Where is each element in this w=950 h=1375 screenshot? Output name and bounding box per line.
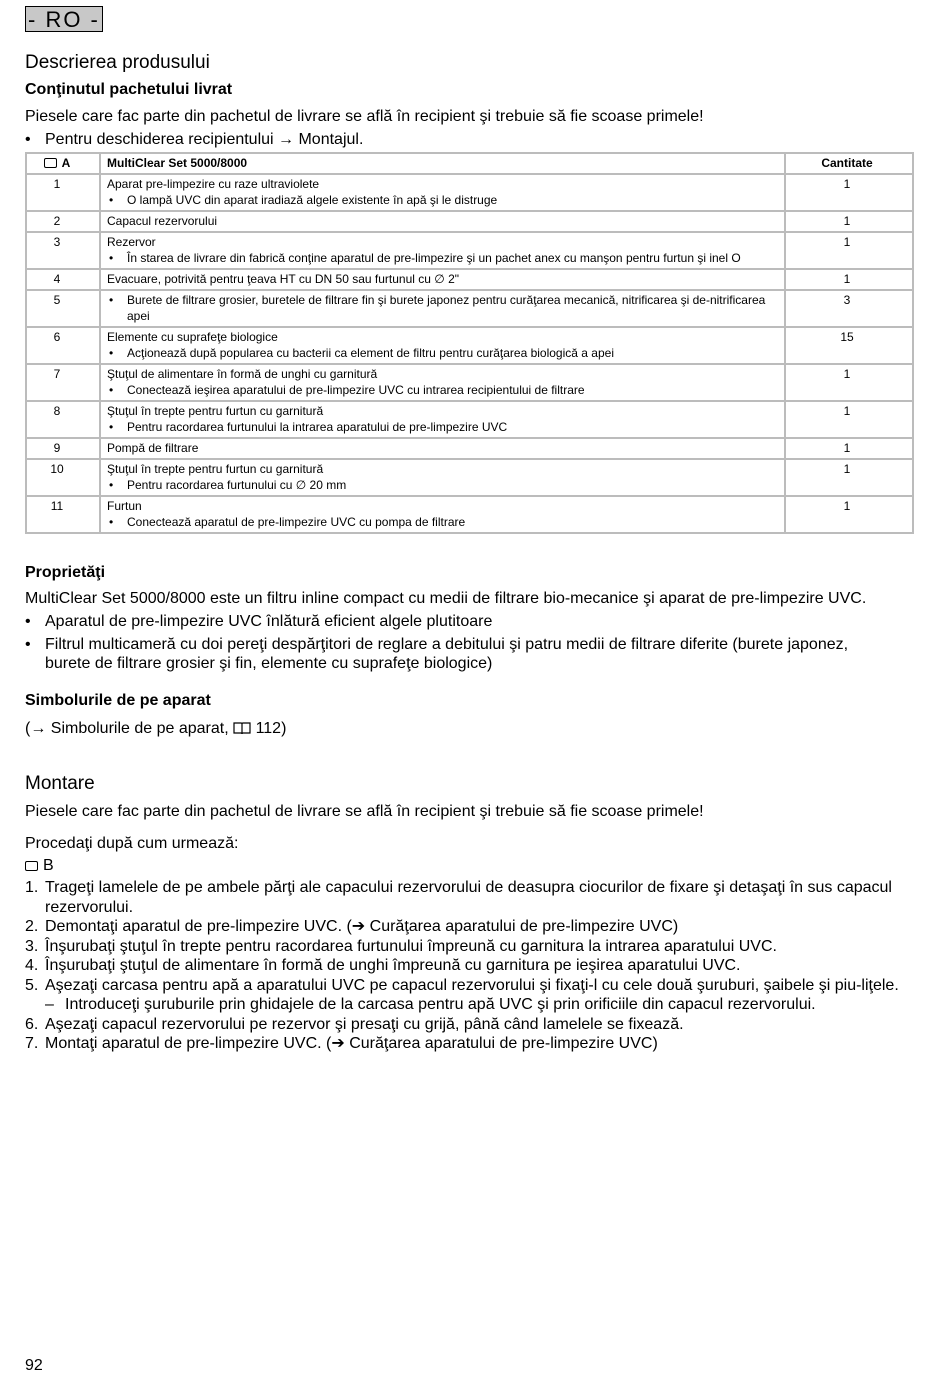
page-number: 92 <box>25 1357 43 1374</box>
properties-bullet-2: • Filtrul multicameră cu doi pereţi despărţitori de reglare a debitului şi patru medii de filtrare diferite (burete japonez, burete de filtrare grosier şi fin, elemente cu suprafeţe biologice) <box>25 636 849 672</box>
step-5-substep <box>25 995 914 1015</box>
row-description <box>100 327 785 364</box>
row-quantity: 1 <box>785 232 913 269</box>
table-header-row <box>26 153 913 174</box>
step-5-text: Aşezaţi carcasa pentru apă a aparatului UVC pe capacul rezervorului şi fixaţi-l cu cele două şuruburi, şaibele şi piu-liţele. <box>45 976 899 994</box>
row-number: 7 <box>26 364 100 401</box>
properties-bullet-2-line2: burete de filtrare grosier şi fin, elemente cu suprafeţe biologice) <box>45 655 493 672</box>
montare-title: Montare <box>25 773 95 794</box>
step-1 <box>25 878 914 917</box>
row-main-text: Evacuare, potrivită pentru ţeava HT cu DN 50 sau furtunul cu ∅ 2" <box>107 272 460 286</box>
montare-intro: Piesele care fac parte din pachetul de livrare se află în recipient şi trebuie să fie scoase primele! <box>25 803 704 820</box>
step-3 <box>25 937 914 957</box>
properties-text: MultiClear Set 5000/8000 este un filtru inline compact cu medii de filtrare bio-mecanice şi aparat de pre-limpezire UVC. <box>25 590 867 607</box>
table-row <box>26 496 913 533</box>
row-main-text: Elemente cu suprafeţe biologice <box>107 330 278 344</box>
header-ref-label: A <box>61 156 71 170</box>
language-tag: - RO - <box>25 6 103 32</box>
row-sub-bullet: • Pentru racordarea furtunului la intrarea aparatului de pre-limpezire UVC <box>107 419 778 435</box>
header-ref-cell <box>26 153 100 174</box>
table-row <box>26 364 913 401</box>
step-4-number: 4. <box>25 957 39 974</box>
row-main-text: Capacul rezervorului <box>107 214 218 228</box>
row-main-text: Pompă de filtrare <box>107 441 199 455</box>
row-description <box>100 496 785 533</box>
step-5-number: 5. <box>25 976 39 994</box>
step-5 <box>25 976 914 996</box>
step-3-number: 3. <box>25 937 39 955</box>
row-sub-bullet: • Burete de filtrare grosier, buretele de filtrare fin şi burete japonez pentru curăţarea mecanică, nitrificarea şi de-nitrificarea apei <box>107 292 778 324</box>
parts-table <box>25 152 914 534</box>
row-quantity: 1 <box>785 496 913 533</box>
row-number: 4 <box>26 269 100 290</box>
row-quantity: 3 <box>785 290 913 327</box>
row-main-text: Ştuţul în trepte pentru furtun cu garnitură <box>107 404 324 418</box>
properties-bullet-2-line1: Filtrul multicameră cu doi pereţi despărţitori de reglare a debitului şi patru medii de filtrare diferite (burete japonez, <box>45 636 849 653</box>
book-icon <box>233 721 251 735</box>
symbols-title: Simbolurile de pe aparat <box>25 692 211 709</box>
step-2-number: 2. <box>25 918 39 935</box>
row-quantity: 15 <box>785 327 913 364</box>
step-3-text: Înşurubaţi ştuţul în trepte pentru racordarea furtunului împreună cu garnitura la intrarea aparatului UVC. <box>45 937 777 955</box>
subtitle-package-contents: Conţinutul pachetului livrat <box>25 81 233 98</box>
row-main-text: Aparat pre-limpezire cu raze ultraviolete <box>107 177 320 191</box>
row-number: 2 <box>26 211 100 232</box>
step-5-substep-text: Introduceţi şuruburile prin ghidajele de la carcasa pentru apă UVC şi prin orificiile din capacul rezervorului. <box>65 996 816 1013</box>
figure-box-icon <box>44 158 57 168</box>
open-container-text: Pentru deschiderea recipientului → Montajul. <box>45 131 364 148</box>
row-description <box>100 401 785 438</box>
row-number: 8 <box>26 401 100 438</box>
step-1-number: 1. <box>25 879 39 896</box>
row-sub-bullet: • Conectează aparatul de pre-limpezire UVC cu pompa de filtrare <box>107 514 778 530</box>
step-2 <box>25 917 914 937</box>
row-main-text: Ştuţul de alimentare în formă de unghi cu garnitură <box>107 367 378 381</box>
symbols-ref-prefix: (→ Simbolurile de pe aparat, <box>25 720 229 737</box>
row-sub-bullet: • Acţionează după popularea cu bacterii ca element de filtru pentru curăţarea biologică a apei <box>107 345 778 361</box>
section-title-description: Descrierea produsului <box>25 52 210 73</box>
table-row <box>26 401 913 438</box>
row-description <box>100 459 785 496</box>
row-description <box>100 364 785 401</box>
figure-b-label: B <box>43 857 54 874</box>
row-quantity: 1 <box>785 438 913 459</box>
row-number: 6 <box>26 327 100 364</box>
row-description <box>100 290 785 327</box>
step-7-text: Montaţi aparatul de pre-limpezire UVC. (➔ Curăţarea aparatului de pre-limpezire UVC) <box>45 1035 658 1052</box>
montare-proceed: Procedaţi după cum urmează: <box>25 835 239 852</box>
step-6 <box>25 1015 914 1035</box>
row-main-text: Ştuţul în trepte pentru furtun cu garnitură <box>107 462 324 476</box>
row-description <box>100 211 785 232</box>
row-quantity: 1 <box>785 211 913 232</box>
row-number: 5 <box>26 290 100 327</box>
row-description <box>100 232 785 269</box>
table-row <box>26 290 913 327</box>
open-container-bullet: • Pentru deschiderea recipientului → Montajul. <box>25 131 364 148</box>
row-number: 11 <box>26 496 100 533</box>
row-description <box>100 174 785 211</box>
table-row <box>26 438 913 459</box>
figure-b-ref <box>25 857 54 875</box>
symbols-reference <box>25 720 286 738</box>
properties-bullet-1-text: Aparatul de pre-limpezire UVC înlătură eficient algele plutitoare <box>45 613 493 630</box>
montage-steps <box>25 878 914 1054</box>
row-description <box>100 438 785 459</box>
row-main-text: Furtun <box>107 499 142 513</box>
row-main-text: Rezervor <box>107 235 156 249</box>
dash-marker: – <box>45 996 54 1013</box>
step-7 <box>25 1034 914 1054</box>
row-sub-bullet: • Pentru racordarea furtunului cu ∅ 20 mm <box>107 477 778 493</box>
row-quantity: 1 <box>785 459 913 496</box>
step-7-number: 7. <box>25 1035 39 1052</box>
symbols-ref-page: 112) <box>255 720 287 737</box>
package-intro-text: Piesele care fac parte din pachetul de livrare se află în recipient şi trebuie să fie scoase primele! <box>25 108 704 125</box>
row-quantity: 1 <box>785 401 913 438</box>
row-sub-bullet: • Conectează ieşirea aparatului de pre-limpezire UVC cu intrarea recipientului de filtrare <box>107 382 778 398</box>
step-4 <box>25 956 914 976</box>
row-sub-bullet: • O lampă UVC din aparat iradiază algele existente în apă şi le distruge <box>107 192 778 208</box>
row-number: 3 <box>26 232 100 269</box>
properties-title: Proprietăţi <box>25 564 106 581</box>
table-row <box>26 327 913 364</box>
row-number: 1 <box>26 174 100 211</box>
header-qty-cell: Cantitate <box>785 153 913 174</box>
row-quantity: 1 <box>785 364 913 401</box>
step-4-text: Înşurubaţi ştuţul de alimentare în formă de unghi împreună cu garnitura pe ieşirea aparatului UVC. <box>45 957 741 974</box>
step-6-text: Aşezaţi capacul rezervorului pe rezervor şi presaţi cu grijă, până când lamelele se fixează. <box>45 1015 684 1033</box>
properties-bullet-1: • Aparatul de pre-limpezire UVC înlătură eficient algele plutitoare <box>25 613 493 630</box>
step-6-number: 6. <box>25 1015 39 1033</box>
step-1-text: Trageţi lamelele de pe ambele părţi ale capacului rezervorului de deasupra ciocurilor de fixare şi detaşaţi în sus capacul rezervorului. <box>45 879 892 916</box>
table-row <box>26 232 913 269</box>
row-number: 9 <box>26 438 100 459</box>
figure-box-icon <box>25 861 38 871</box>
table-row <box>26 269 913 290</box>
header-title-cell: MultiClear Set 5000/8000 <box>100 153 785 174</box>
row-number: 10 <box>26 459 100 496</box>
row-quantity: 1 <box>785 174 913 211</box>
table-row <box>26 174 913 211</box>
table-row <box>26 211 913 232</box>
row-description <box>100 269 785 290</box>
table-row <box>26 459 913 496</box>
step-2-text: Demontaţi aparatul de pre-limpezire UVC. (➔ Curăţarea aparatului de pre-limpezire UVC) <box>45 918 679 935</box>
row-sub-bullet: • În starea de livrare din fabrică conţine aparatul de pre-limpezire şi un pachet anex cu manşon pentru furtun şi inel O <box>107 250 778 266</box>
row-quantity: 1 <box>785 269 913 290</box>
